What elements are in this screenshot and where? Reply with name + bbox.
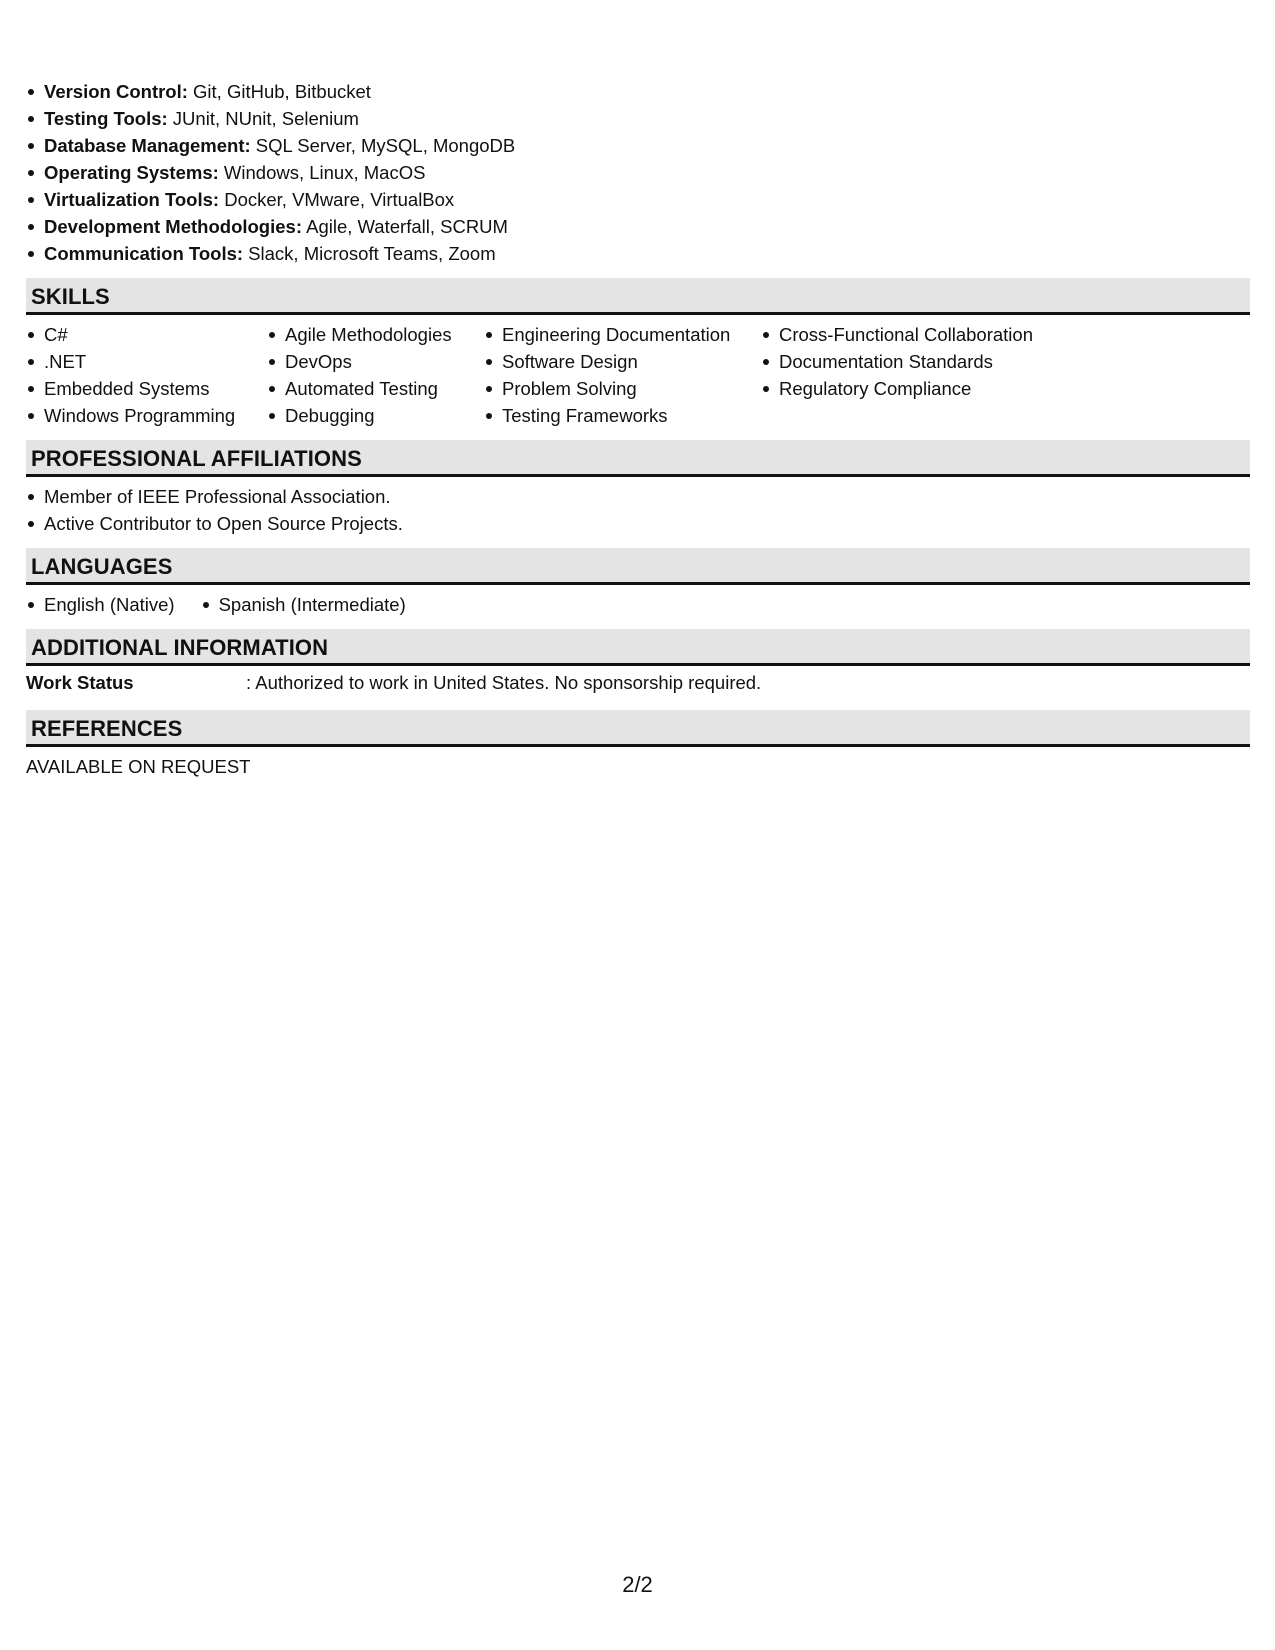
list-item [26,78,1250,105]
affiliations-list [26,483,1250,537]
item-value: Windows, Linux, MacOS [218,162,426,183]
item-key: Operating Systems: [44,162,219,183]
skill-item: Regulatory Compliance [761,375,1061,402]
skills-section-header: SKILLS [26,278,1250,315]
additional-info-section-header: ADDITIONAL INFORMATION [26,629,1250,666]
skill-item: Windows Programming [26,402,267,429]
list-item [26,132,1250,159]
list-item [26,159,1250,186]
skill-item: Documentation Standards [761,348,1061,375]
language-item: Spanish (Intermediate) [201,591,406,618]
resume-page [26,78,1250,780]
skill-item: Software Design [484,348,761,375]
item-key: Testing Tools: [44,108,168,129]
list-item [26,105,1250,132]
skills-column [26,321,267,429]
skills-column [267,321,484,429]
item-key: Communication Tools: [44,243,244,264]
item-key: Virtualization Tools: [44,189,220,210]
item-value: Docker, VMware, VirtualBox [219,189,455,210]
item-key: Version Control: [44,81,188,102]
languages-list [26,591,1250,618]
skill-item: C# [26,321,267,348]
list-item [26,240,1250,267]
skill-item: Automated Testing [267,375,484,402]
skill-item: Testing Frameworks [484,402,761,429]
item-key: Database Management: [44,135,251,156]
list-item: Active Contributor to Open Source Projects. [26,510,1250,537]
list-item [26,213,1250,240]
references-text: AVAILABLE ON REQUEST [26,756,251,777]
skills-grid [26,321,1250,429]
skills-column [484,321,761,429]
references-section-header: REFERENCES [26,710,1250,747]
item-value: JUnit, NUnit, Selenium [167,108,359,129]
skill-item: Problem Solving [484,375,761,402]
affiliations-section-header: PROFESSIONAL AFFILIATIONS [26,440,1250,477]
work-status-row [26,669,1250,696]
work-status-label: Work Status [26,672,134,693]
work-status-value: : Authorized to work in United States. No sponsorship required. [246,672,762,693]
page-number: 2/2 [622,1572,653,1597]
skill-item: Cross-Functional Collaboration [761,321,1061,348]
list-item [26,186,1250,213]
skill-item: Agile Methodologies [267,321,484,348]
item-value: Agile, Waterfall, SCRUM [302,216,508,237]
skill-item: Debugging [267,402,484,429]
technical-skills-list [26,78,1250,267]
list-item: Member of IEEE Professional Association. [26,483,1250,510]
language-item: English (Native) [26,591,175,618]
skill-item: Embedded Systems [26,375,267,402]
skill-item: Engineering Documentation [484,321,761,348]
skills-column [761,321,1061,429]
item-key: Development Methodologies: [44,216,302,237]
skill-item: .NET [26,348,267,375]
item-value: Git, GitHub, Bitbucket [187,81,371,102]
item-value: SQL Server, MySQL, MongoDB [250,135,516,156]
skill-item: DevOps [267,348,484,375]
languages-section-header: LANGUAGES [26,548,1250,585]
item-value: Slack, Microsoft Teams, Zoom [243,243,496,264]
